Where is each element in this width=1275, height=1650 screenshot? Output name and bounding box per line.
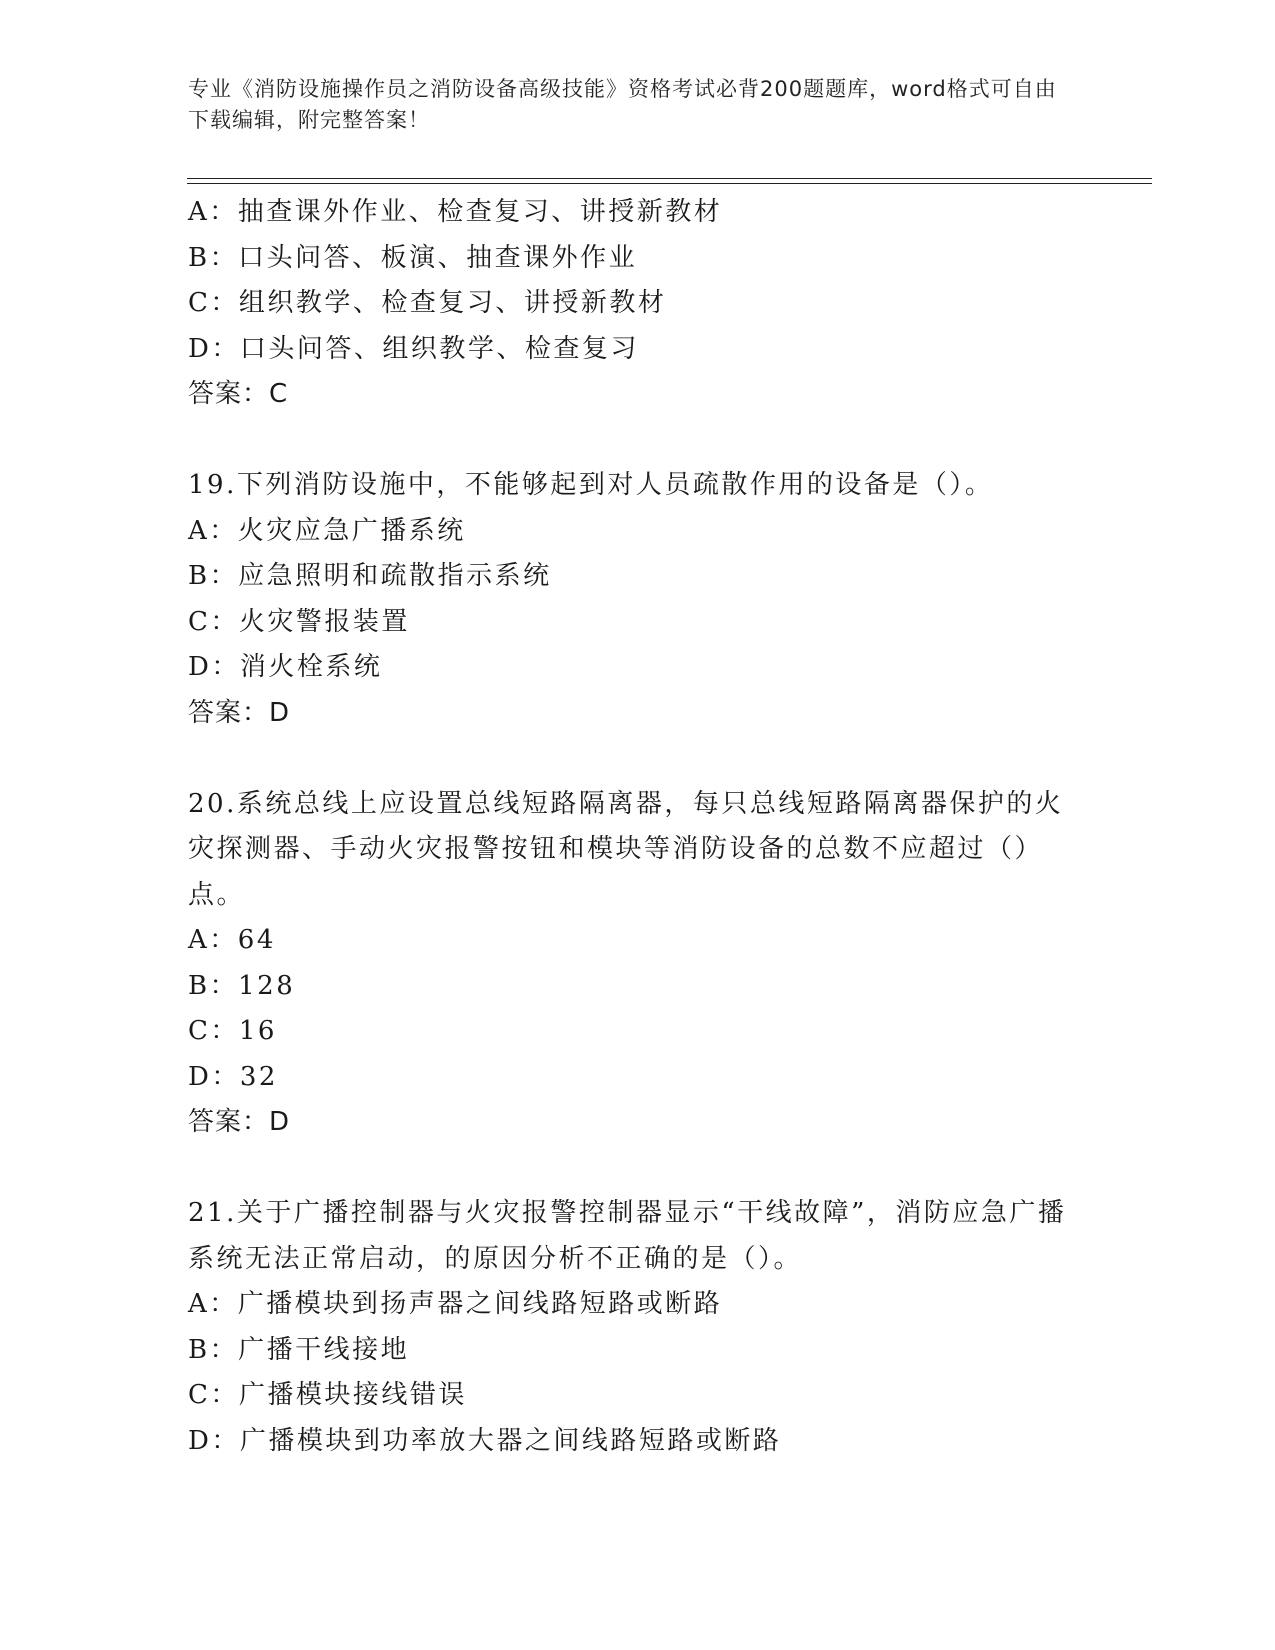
option-c: C：组织教学、检查复习、讲授新教材 [188, 288, 667, 318]
option-b: B：广播干线接地 [188, 1334, 410, 1365]
header-note: 专业《消防设施操作员之消防设备高级技能》资格考试必背200题题库，word格式可自由下载编辑，附完整答案！ [188, 77, 1057, 132]
option-d: D：消火栓系统 [188, 652, 383, 682]
option-c: C：火灾警报装置 [188, 606, 410, 637]
option-d: D：口头问答、组织教学、检查复习 [188, 333, 639, 364]
option-a: A：64 [188, 925, 276, 955]
question-21 [188, 1191, 1088, 1464]
spacer [188, 418, 1088, 464]
question-19 [188, 463, 1088, 736]
option-a: A：广播模块到扬声器之间线路短路或断路 [188, 1289, 723, 1319]
question-stem: 19.下列消防设施中，不能够起到对人员疏散作用的设备是（）。 [188, 470, 994, 500]
question-20 [188, 782, 1088, 1146]
option-c: C：16 [188, 1016, 277, 1046]
option-b: B：128 [188, 970, 296, 1001]
question-list [188, 190, 1088, 1464]
header-divider-top [187, 178, 1152, 179]
spacer [188, 736, 1088, 782]
answer: 答案：D [188, 697, 291, 728]
answer: 答案：C [188, 379, 289, 409]
question-stem: 20.系统总线上应设置总线短路隔离器，每只总线短路隔离器保护的火灾探测器、手动火灾报警按钮和模块等消防设备的总数不应超过（）点。 [188, 788, 1064, 910]
spacer [188, 1146, 1088, 1192]
option-d: D：32 [188, 1061, 278, 1092]
option-c: C：广播模块接线错误 [188, 1380, 467, 1410]
question-18 [188, 190, 1088, 418]
header-divider-bottom [187, 183, 1152, 184]
option-b: B：应急照明和疏散指示系统 [188, 561, 552, 591]
option-a: A：火灾应急广播系统 [188, 515, 466, 546]
option-d: D：广播模块到功率放大器之间线路短路或断路 [188, 1425, 782, 1456]
option-a: A：抽查课外作业、检查复习、讲授新教材 [188, 197, 723, 227]
option-b: B：口头问答、板演、抽查课外作业 [188, 242, 638, 273]
question-stem: 21.关于广播控制器与火灾报警控制器显示“干线故障”，消防应急广播系统无法正常启动，的原因分析不正确的是（）。 [188, 1198, 1067, 1274]
answer: 答案：D [188, 1107, 291, 1137]
